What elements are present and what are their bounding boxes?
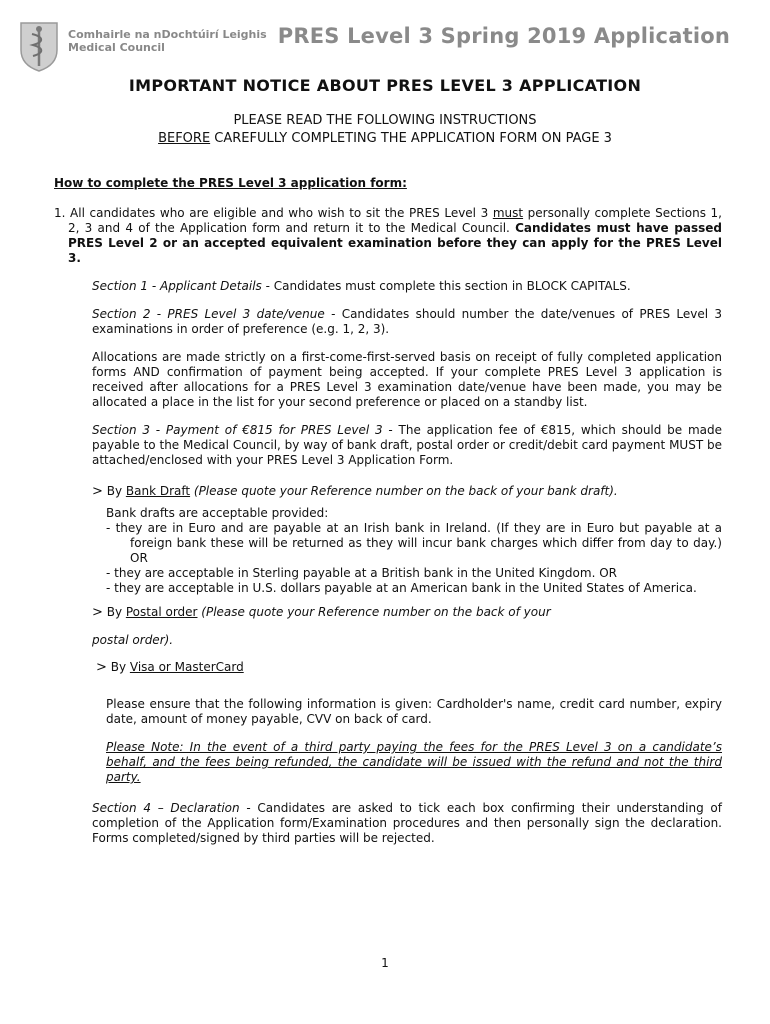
must-word: must [492,206,524,220]
eligibility-requirement: Candidates must have passed PRES Level 2 or an accepted equivalent examination before they can apply for the PRES Level 3. [68,221,722,265]
instructions-line-1: PLEASE READ THE FOLLOWING INSTRUCTIONS [233,113,537,128]
bank-draft-label: Bank Draft [125,484,191,498]
medical-council-logo-icon [18,20,60,72]
bank-draft-intro: Bank drafts are acceptable provided: [106,506,329,520]
page-number: 1 [381,956,389,970]
instructions-body [54,206,722,846]
card-info-paragraph: Please ensure that the following information is given: Cardholder's name, credit card number, expiry date, amount of money payable, CVV on back of card. [106,697,722,726]
postal-order-option: > By Postal order (Please quote your Reference number on the back of your [92,605,551,620]
arrow-icon: > [96,660,107,675]
instructions-line-2: BEFORE CAREFULLY COMPLETING THE APPLICATION FORM ON PAGE 3 [158,131,612,146]
section-2-paragraph: Section 2 - PRES Level 3 date/venue - Candidates should number the date/venues of PRES Level 3 examinations in order of preference (e.g. 1, 2, 3). [92,307,722,336]
howto-heading: How to complete the PRES Level 3 application form: [54,176,407,190]
section-4-paragraph: Section 4 – Declaration - Candidates are asked to tick each box confirming their understanding of completion of the Application form/Examination procedures and then personally sign the declaration. Forms completed/signed by third parties will be rejected. [92,801,722,845]
before-word: BEFORE [158,131,211,146]
third-party-note: Please Note: In the event of a third party paying the fees for the PRES Level 3 on a candidate’s behalf, and the fees being refunded, the candidate will be issued with the refund and not the third party. [106,740,722,784]
read-instructions [0,112,770,148]
visa-mastercard-option: > By Visa or MasterCard [96,660,244,675]
visa-mastercard-label: Visa or MasterCard [129,660,244,674]
bank-draft-option: > By Bank Draft (Please quote your Reference number on the back of your bank draft). [92,484,618,499]
arrow-icon: > [92,605,103,620]
logo-line-irish: Comhairle na nDochtúirí Leighis [68,28,267,41]
allocations-paragraph: Allocations are made strictly on a first-come-first-served basis on receipt of fully completed application forms AND confirmation of payment being accepted. If your complete PRES Level 3 application is received after allocations for a PRES Level 3 examination date/venue have been made, you may be allocated a place in the list for your second preference or placed on a standby list. [92,350,722,409]
bank-draft-condition-usd: - they are acceptable in U.S. dollars payable at an American bank in the United States of America. [106,581,697,595]
page-header [0,0,770,80]
postal-order-label: Postal order [125,605,198,619]
bank-draft-condition-sterling: - they are acceptable in Sterling payable at a British bank in the United Kingdom. OR [106,566,617,580]
logo-text [68,28,267,54]
item-1-paragraph: 1. All candidates who are eligible and who wish to sit the PRES Level 3 must personally complete Sections 1, 2, 3 and 4 of the Application form and return it to the Medical Council. Candidates must have passed PRES Level 2 or an accepted equivalent examination before they can apply for the PRES Level 3. [54,206,722,265]
notice-title: IMPORTANT NOTICE ABOUT PRES LEVEL 3 APPLICATION [128,76,642,95]
section-3-paragraph: Section 3 - Payment of €815 for PRES Level 3 - The application fee of €815, which should be made payable to the Medical Council, by way of bank draft, postal order or credit/debit card payment MUST be attached/enclosed with your PRES Level 3 Application Form. [92,423,722,467]
postal-order-continued: postal order). [92,633,174,647]
logo-line-english: Medical Council [68,41,165,54]
arrow-icon: > [92,484,103,499]
document-title: PRES Level 3 Spring 2019 Application [277,24,730,48]
section-1-paragraph: Section 1 - Applicant Details - Candidates must complete this section in BLOCK CAPITALS. [92,279,631,293]
bank-draft-condition-euro: - they are in Euro and are payable at an Irish bank in Ireland. (If they are in Euro but payable at a foreign bank these will be returned as they will incur bank charges which differ from day to day.) OR [106,521,722,565]
